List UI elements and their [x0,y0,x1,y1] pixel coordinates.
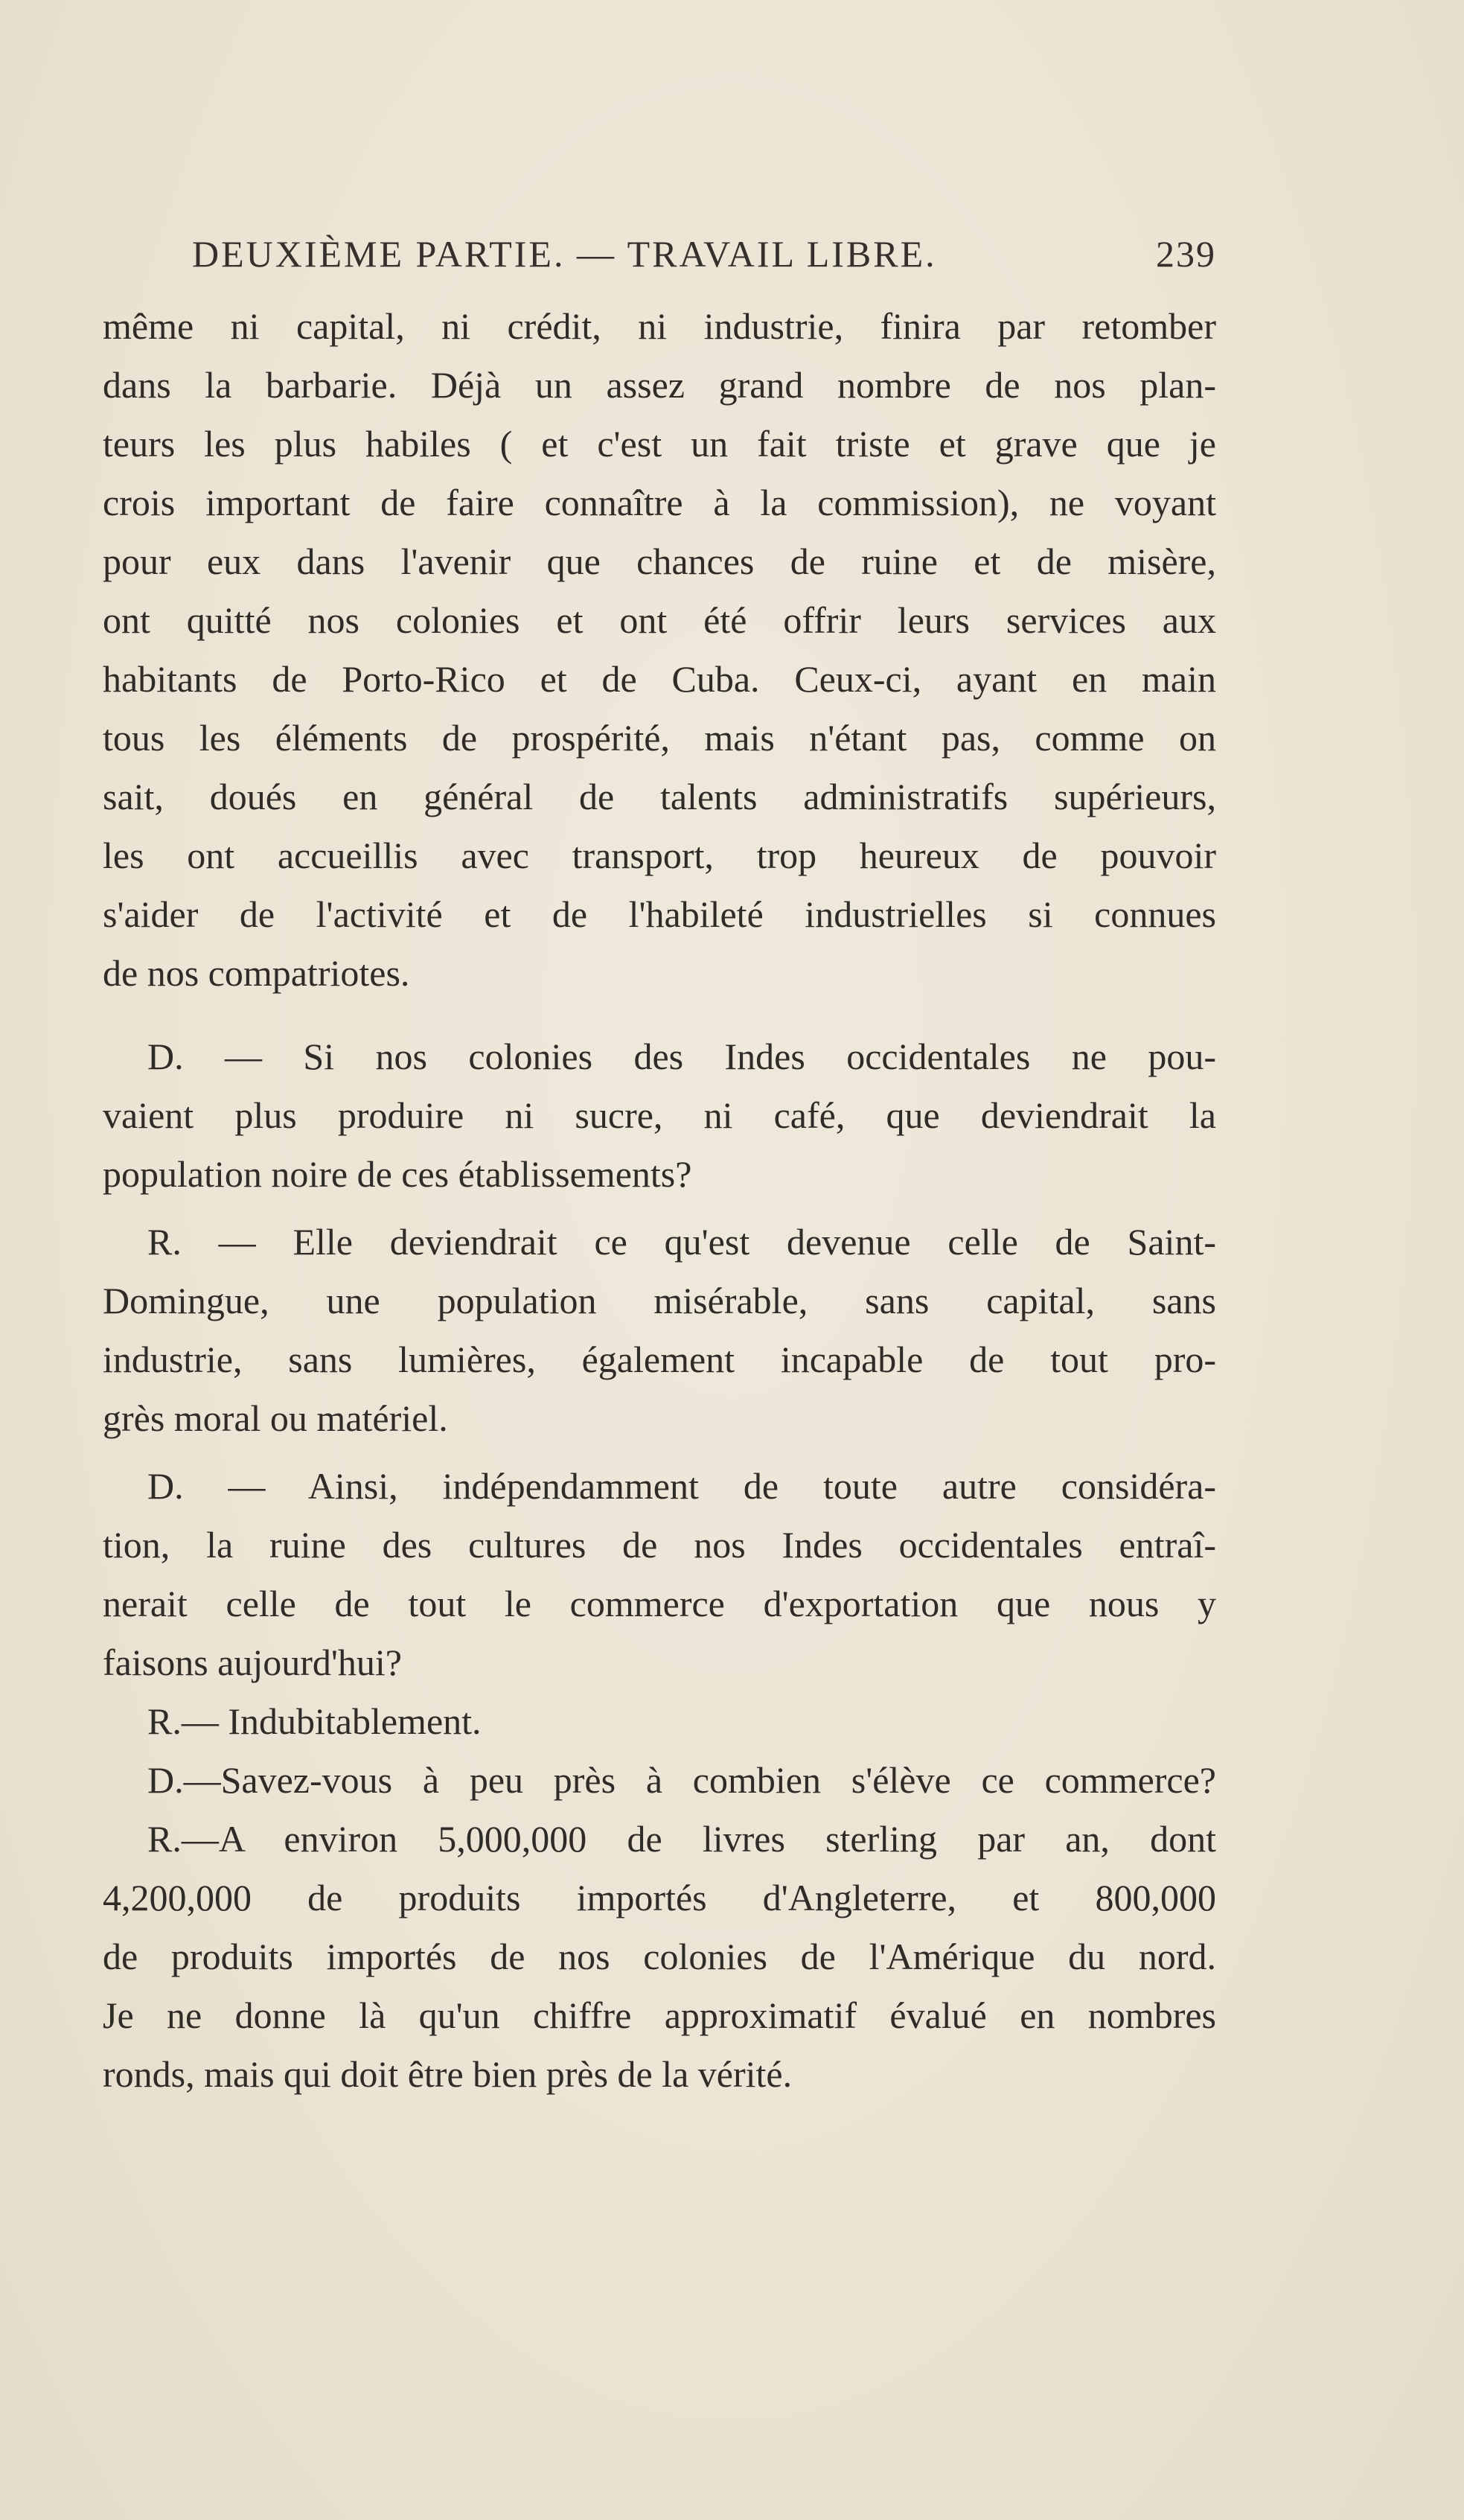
text-line: pour eux dans l'avenir que chances de ruine et de misère, [103,540,1216,582]
text-line: 4,200,000 de produits importés d'Angleterre, et 800,000 [103,1877,1216,1918]
text-line: vaient plus produire ni sucre, ni café, que deviendrait la [103,1094,1216,1136]
running-title: DEUXIÈME PARTIE. — TRAVAIL LIBRE. [192,233,937,275]
text-line: de nos compatriotes. [103,952,410,994]
text-line: D. — Ainsi, indépendamment de toute autre considéra- [147,1465,1216,1507]
text-line: de produits importés de nos colonies de l'Amérique du nord. [103,1936,1216,1977]
text-line: habitants de Porto-Rico et de Cuba. Ceux-ci, ayant en main [103,658,1216,700]
text-line: tion, la ruine des cultures de nos Indes occidentales entraî- [103,1524,1216,1566]
text-line: tous les éléments de prospérité, mais n'étant pas, comme on [103,717,1216,759]
page-number: 239 [1156,233,1216,275]
text-line: les ont accueillis avec transport, trop heureux de pouvoir [103,835,1216,876]
text-line: crois important de faire connaître à la commission), ne voyant [103,482,1216,523]
text-line: faisons aujourd'hui? [103,1642,402,1683]
text-line: Je ne donne là qu'un chiffre approximatif évalué en nombres [103,1994,1216,2036]
text-line: R.— Indubitablement. [147,1700,482,1742]
text-line: industrie, sans lumières, également incapable de tout pro- [103,1339,1216,1380]
text-line: dans la barbarie. Déjà un assez grand nombre de nos plan- [103,364,1216,406]
text-line: Domingue, une population misérable, sans capital, sans [103,1280,1216,1321]
text-line: sait, doués en général de talents administratifs supérieurs, [103,776,1216,817]
text-line: ronds, mais qui doit être bien près de la vérité. [103,2053,793,2095]
text-line: teurs les plus habiles ( et c'est un fait triste et grave que je [103,423,1216,465]
text-line: s'aider de l'activité et de l'habileté industrielles si connues [103,893,1216,935]
text-line: nerait celle de tout le commerce d'exportation que nous y [103,1583,1216,1624]
text-line: R. — Elle deviendrait ce qu'est devenue celle de Saint- [147,1221,1216,1263]
text-line: D. — Si nos colonies des Indes occidentales ne pou- [147,1036,1216,1077]
text-line: R.—A environ 5,000,000 de livres sterling par an, dont [147,1818,1216,1860]
text-line: ont quitté nos colonies et ont été offrir leurs services aux [103,599,1216,641]
text-line: grès moral ou matériel. [103,1397,448,1439]
text-line: même ni capital, ni crédit, ni industrie, finira par retomber [103,305,1216,347]
text-line: D.—Savez-vous à peu près à combien s'élève ce commerce? [147,1759,1216,1801]
page-header [192,232,1216,275]
text-line: population noire de ces établissements? [103,1153,692,1195]
